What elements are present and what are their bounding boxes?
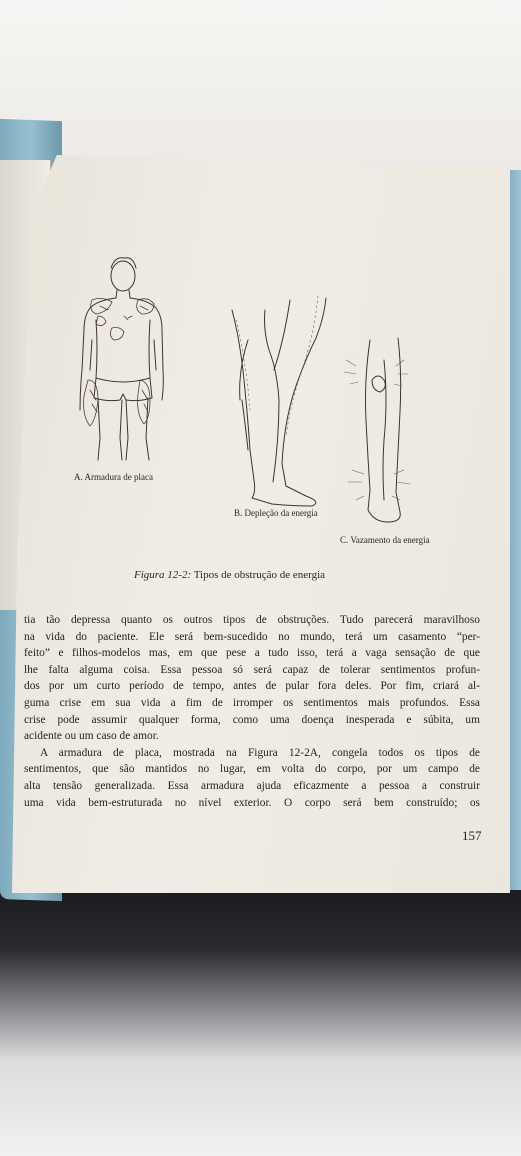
text-line: alta tensão generalizada. Essa armadura ajuda eficazmente a pessoa a construir: [24, 779, 480, 792]
text-line: acidente ou um caso de amor.: [24, 730, 159, 743]
text-line: tia tão depressa quanto os outros tipos de obstruções. Tudo parecerá maravilhoso: [24, 614, 480, 626]
desk-surface: [0, 890, 521, 1156]
page-number: 157: [462, 828, 482, 843]
text-line: feito” e filhos-modelos mas, em que pese a tudo isso, terá a vaga sensação de que: [24, 647, 480, 660]
text-line: crise pode assumir qualquer forma, como uma doença inesperada e súbita, um: [24, 713, 480, 726]
text-line: sentimentos, que são mantidos no lugar, em volta do corpo, por um campo de: [24, 763, 480, 776]
text-line: na vida do paciente. Ele será bem-sucedido no mundo, terá um casamento “per-: [24, 630, 480, 643]
text-line: uma vida bem-estruturada no nível exterior. O corpo será bem construído; os: [24, 796, 480, 809]
text-line: guma crise em sua vida a fim de irromper os sentimentos mais profundos. Essa: [24, 696, 480, 709]
figure-title-label: Figura 12-2:: [134, 569, 192, 581]
figure-title: [134, 569, 384, 581]
text-line: lhe falta alguma coisa. Essa pessoa só será capaz de tolerar sentimentos profun-: [24, 663, 480, 676]
figure-title-text: Tipos de obstrução de energia: [193, 569, 326, 581]
caption-a: A. Armadura de placa: [74, 472, 153, 482]
text-line: dos por um curto período de tempo, antes de pular fora deles. Por fim, criará al-: [24, 680, 480, 693]
caption-c: C. Vazamento da energia: [340, 535, 430, 545]
text-line: A armadura de placa, mostrada na Figura 12-2A, congela todos os tipos de: [40, 746, 480, 759]
caption-b: B. Depleção da energia: [234, 508, 318, 518]
body-text: [24, 612, 480, 811]
